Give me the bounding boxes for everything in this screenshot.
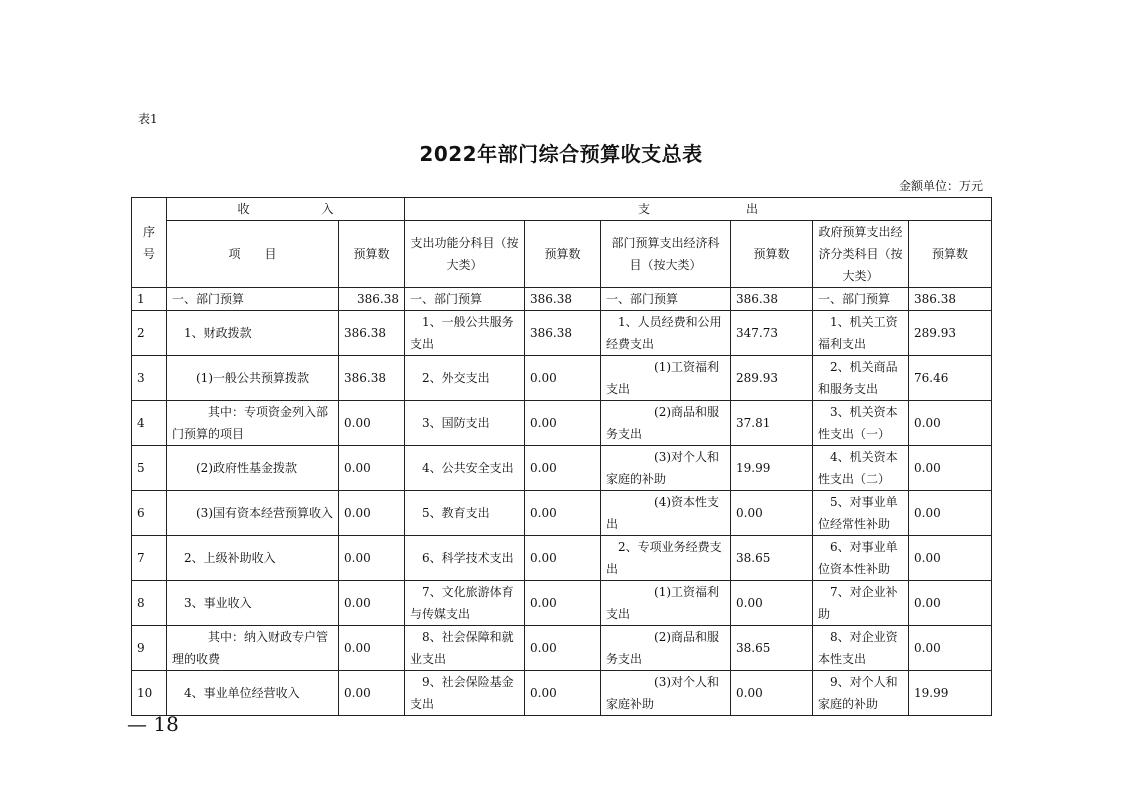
row-gov-amount: 0.00 [909,446,992,491]
row-item-amount: 386.38 [339,288,405,311]
table-row [132,581,992,626]
row-func-amount: 0.00 [525,581,601,626]
row-func-amount: 0.00 [525,671,601,716]
row-dept: (4)资本性支出 [601,491,731,536]
row-dept: (3)对个人和家庭的补助 [601,446,731,491]
row-dept-amount: 289.93 [731,356,813,401]
row-gov: 一、部门预算 [813,288,909,311]
row-item: 其中：纳入财政专户管理的收费 [167,626,339,671]
header-expense: 支 出 [405,198,992,221]
row-item: (3)国有资本经营预算收入 [167,491,339,536]
budget-summary-table [131,197,992,716]
page-title: 2022年部门综合预算收支总表 [419,142,703,166]
row-item-amount: 386.38 [339,356,405,401]
row-seq: 10 [132,671,167,716]
row-dept: (1)工资福利支出 [601,581,731,626]
row-func-amount: 0.00 [525,446,601,491]
row-gov-amount: 289.93 [909,311,992,356]
table-row [132,671,992,716]
row-gov: 5、对事业单位经常性补助 [813,491,909,536]
row-seq: 6 [132,491,167,536]
row-dept-amount: 347.73 [731,311,813,356]
page-number: — 18 [127,712,179,736]
row-dept: 2、专项业务经费支出 [601,536,731,581]
header-func-amount: 预算数 [525,221,601,288]
header-item-amount: 预算数 [339,221,405,288]
row-seq: 4 [132,401,167,446]
table-row [132,446,992,491]
table-body [132,198,992,716]
row-func: 1、一般公共服务支出 [405,311,525,356]
row-func: 7、文化旅游体育与传媒支出 [405,581,525,626]
row-dept-amount: 37.81 [731,401,813,446]
row-seq: 1 [132,288,167,311]
row-seq: 3 [132,356,167,401]
row-item: 2、上级补助收入 [167,536,339,581]
row-gov-amount: 76.46 [909,356,992,401]
row-gov-amount: 0.00 [909,491,992,536]
row-func: 9、社会保险基金支出 [405,671,525,716]
row-item-amount: 386.38 [339,311,405,356]
row-dept-amount: 38.65 [731,536,813,581]
row-item: (2)政府性基金拨款 [167,446,339,491]
row-func-amount: 386.38 [525,311,601,356]
row-seq: 5 [132,446,167,491]
table-header-row [132,221,992,288]
row-func: 一、部门预算 [405,288,525,311]
header-item: 项 目 [167,221,339,288]
row-func-amount: 0.00 [525,536,601,581]
table-row [132,491,992,536]
row-func-amount: 0.00 [525,356,601,401]
row-func: 2、外交支出 [405,356,525,401]
row-dept: (2)商品和服务支出 [601,626,731,671]
row-gov: 2、机关商品和服务支出 [813,356,909,401]
header-seq: 序号 [132,198,167,288]
row-dept: (1)工资福利支出 [601,356,731,401]
row-dept-amount: 38.65 [731,626,813,671]
row-dept: 1、人员经费和公用经费支出 [601,311,731,356]
row-seq: 8 [132,581,167,626]
table-label: 表1 [138,112,158,126]
row-func-amount: 0.00 [525,626,601,671]
row-seq: 9 [132,626,167,671]
row-gov: 3、机关资本性支出（一） [813,401,909,446]
table-row [132,311,992,356]
header-income: 收 入 [167,198,405,221]
header-dept-amount: 预算数 [731,221,813,288]
row-gov-amount: 19.99 [909,671,992,716]
row-dept: (3)对个人和家庭补助 [601,671,731,716]
row-dept-amount: 386.38 [731,288,813,311]
row-gov: 6、对事业单位资本性补助 [813,536,909,581]
row-func: 4、公共安全支出 [405,446,525,491]
row-item-amount: 0.00 [339,581,405,626]
row-gov: 4、机关资本性支出（二） [813,446,909,491]
table-row [132,536,992,581]
header-func-class: 支出功能分科目（按大类） [405,221,525,288]
row-func: 5、教育支出 [405,491,525,536]
row-dept: 一、部门预算 [601,288,731,311]
row-item: 4、事业单位经营收入 [167,671,339,716]
row-item-amount: 0.00 [339,626,405,671]
row-gov: 1、机关工资福利支出 [813,311,909,356]
row-func: 6、科学技术支出 [405,536,525,581]
table-row [132,401,992,446]
row-gov-amount: 0.00 [909,581,992,626]
row-seq: 2 [132,311,167,356]
table-row [132,626,992,671]
table-row [132,356,992,401]
row-dept-amount: 0.00 [731,581,813,626]
row-gov-amount: 386.38 [909,288,992,311]
row-seq: 7 [132,536,167,581]
header-dept-econ-class: 部门预算支出经济科目（按大类） [601,221,731,288]
row-item: 3、事业收入 [167,581,339,626]
row-func-amount: 0.00 [525,491,601,536]
row-item-amount: 0.00 [339,671,405,716]
row-func: 8、社会保障和就业支出 [405,626,525,671]
header-gov-amount: 预算数 [909,221,992,288]
row-dept-amount: 0.00 [731,671,813,716]
row-item: 一、部门预算 [167,288,339,311]
row-item-amount: 0.00 [339,536,405,581]
row-item: (1)一般公共预算拨款 [167,356,339,401]
row-gov-amount: 0.00 [909,536,992,581]
row-gov: 8、对企业资本性支出 [813,626,909,671]
row-func: 3、国防支出 [405,401,525,446]
row-gov-amount: 0.00 [909,401,992,446]
header-gov-econ-class: 政府预算支出经济分类科目（按大类） [813,221,909,288]
row-item: 1、财政拨款 [167,311,339,356]
row-dept-amount: 19.99 [731,446,813,491]
row-item-amount: 0.00 [339,401,405,446]
row-gov-amount: 0.00 [909,626,992,671]
row-gov: 9、对个人和家庭的补助 [813,671,909,716]
row-dept-amount: 0.00 [731,491,813,536]
table-row [132,288,992,311]
unit-note: 金额单位：万元 [898,179,983,193]
row-item-amount: 0.00 [339,446,405,491]
row-dept: (2)商品和服务支出 [601,401,731,446]
table-header-group-row [132,198,992,221]
row-gov: 7、对企业补助 [813,581,909,626]
row-func-amount: 0.00 [525,401,601,446]
row-func-amount: 386.38 [525,288,601,311]
row-item-amount: 0.00 [339,491,405,536]
row-item: 其中：专项资金列入部门预算的项目 [167,401,339,446]
